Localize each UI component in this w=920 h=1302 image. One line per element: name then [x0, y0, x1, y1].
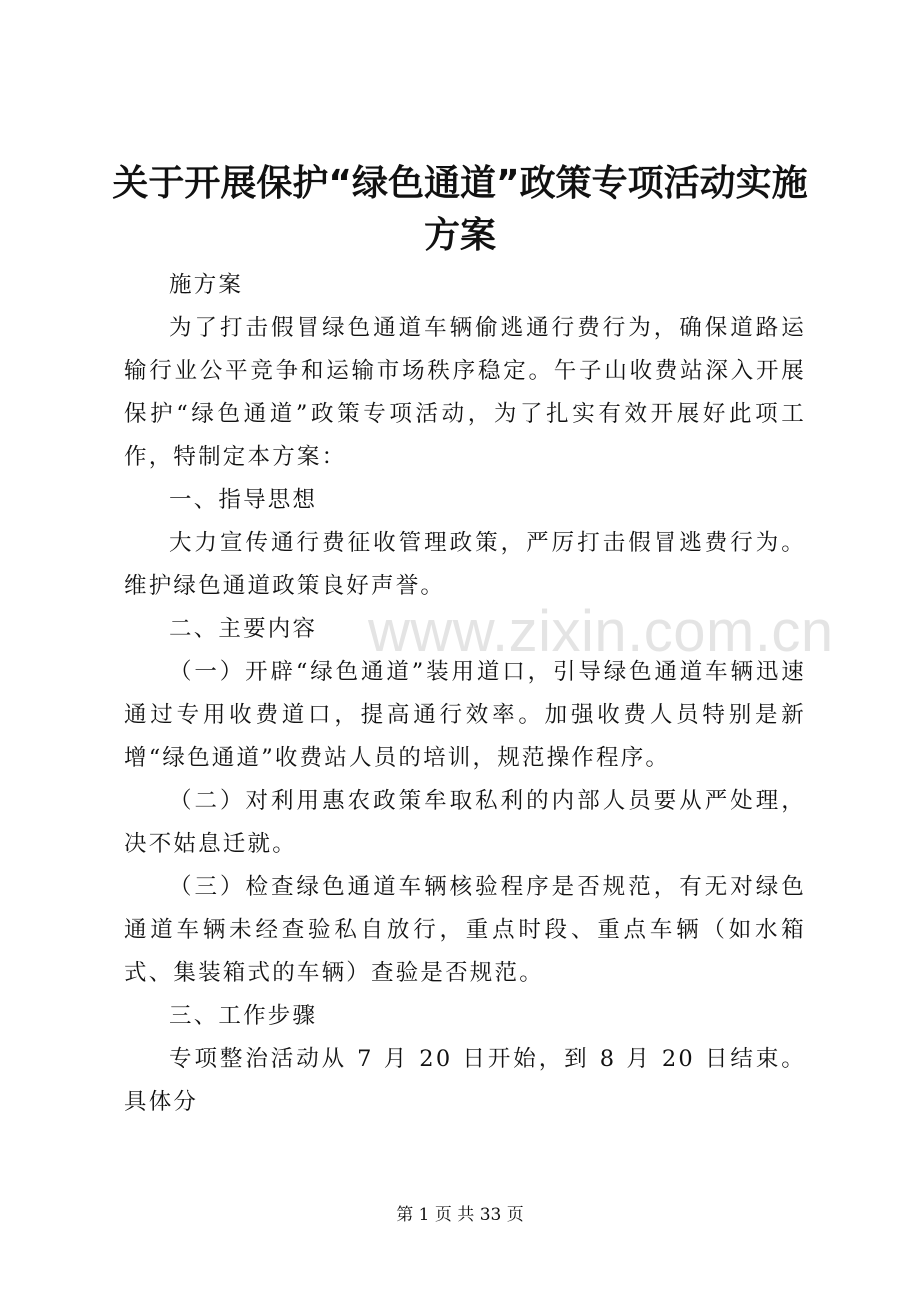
paragraph: （二）对利用惠农政策牟取私利的内部人员要从严处理，决不姑息迁就。: [124, 788, 806, 857]
paragraph: （三）检查绿色通道车辆核验程序是否规范，有无对绿色通道车辆未经查验私自放行，重点时段、重点车辆（如水箱式、集装箱式的车辆）查验是否规范。: [124, 874, 806, 986]
section-heading: 三、工作步骤: [169, 1003, 318, 1029]
watermark: www.zixin.com.cn: [368, 599, 834, 664]
page-footer: 第 1 页 共 33 页: [396, 1205, 524, 1225]
document-title: 关于开展保护“绿色通道”政策专项活动实施方案: [112, 163, 808, 256]
section-heading: 二、主要内容: [169, 616, 318, 642]
paragraph: （一）开辟“绿色通道”装用道口，引导绿色通道车辆迅速通过专用收费道口，提高通行效率。加强收费人员特别是新增“绿色通道”收费站人员的培训，规范操作程序。: [124, 659, 806, 771]
paragraph: 专项整治活动从 7 月 20 日开始，到 8 月 20 日结束。具体分: [124, 1046, 806, 1115]
paragraph: 为了打击假冒绿色通道车辆偷逃通行费行为，确保道路运输行业公平竞争和运输市场秩序稳定。午子山收费站深入开展保护“绿色通道”政策专项活动，为了扎实有效开展好此项工作，特制定本方案：: [124, 315, 806, 470]
paragraph: 施方案: [169, 272, 244, 298]
section-heading: 一、指导思想: [169, 487, 318, 513]
paragraph: 大力宣传通行费征收管理政策，严厉打击假冒逃费行为。维护绿色通道政策良好声誉。: [124, 530, 806, 599]
document-body: [124, 264, 806, 1124]
